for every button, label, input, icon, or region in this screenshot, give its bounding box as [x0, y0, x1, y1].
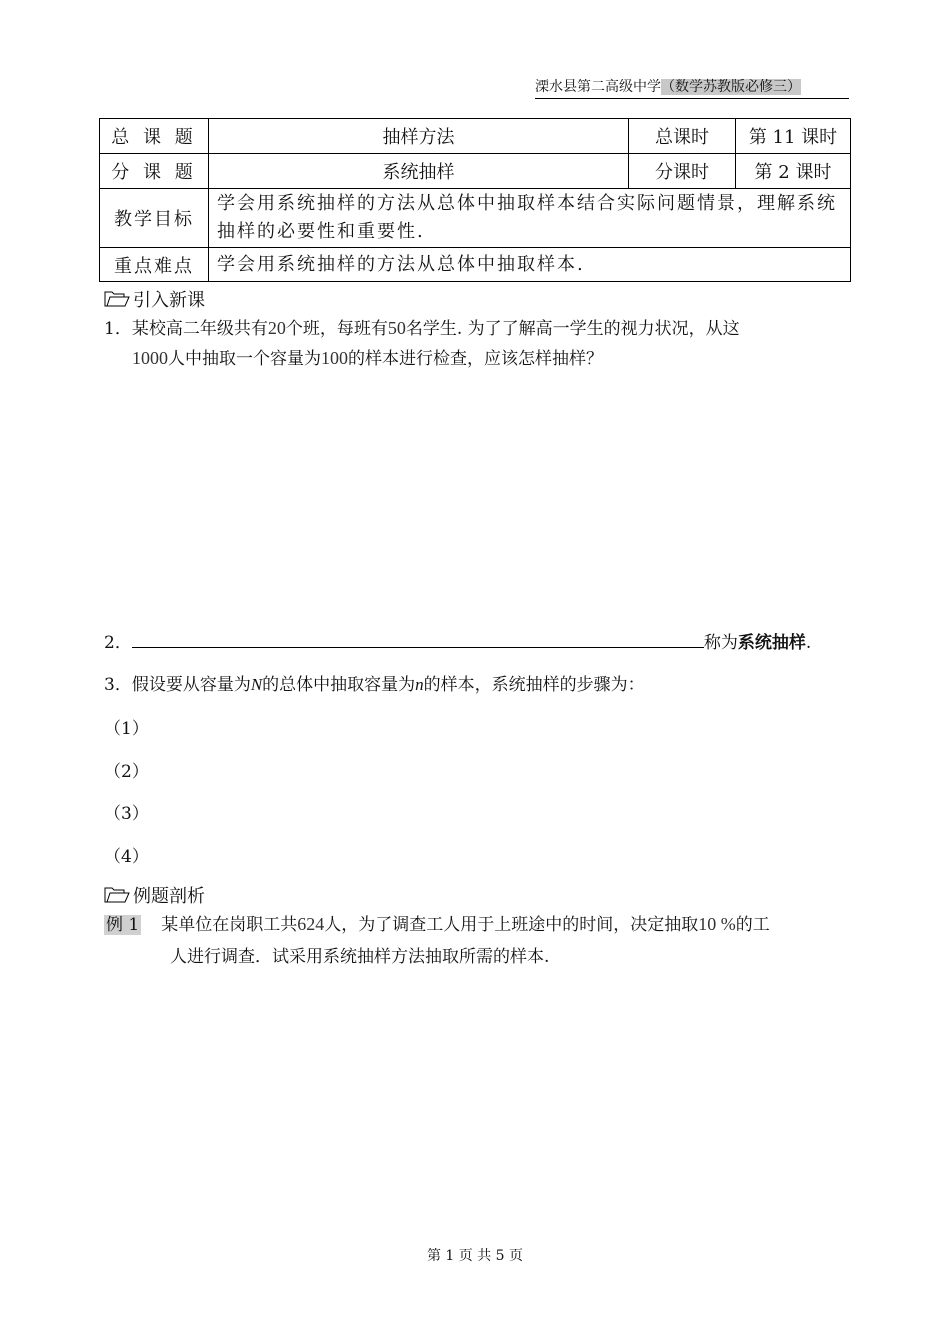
question-1-line2: 1000人中抽取一个容量为100的样本进行检查，应该怎样抽样？ — [132, 348, 603, 369]
sub-hours-label: 分课时 — [629, 154, 736, 189]
example-1-line2: 人进行调查．试采用系统抽样方法抽取所需的样本. — [170, 947, 550, 967]
objective-value: 学会用系统抽样的方法从总体中抽取样本结合实际问题情景，理解系统抽样的必要性和重要性. — [209, 189, 851, 248]
sub-topic-label: 分 课 题 — [100, 154, 209, 189]
section-examples-title: 例题剖析 — [133, 886, 205, 907]
step-2: （2） — [104, 762, 149, 782]
page-header — [535, 76, 849, 99]
fill-blank[interactable] — [132, 630, 704, 648]
step-4: （4） — [104, 847, 149, 867]
sub-hours-value: 第 2 课时 — [736, 154, 851, 189]
sub-topic-value: 系统抽样 — [209, 154, 629, 189]
question-3: 3．假设要从容量为N的总体中抽取容量为n的样本，系统抽样的步骤为： — [104, 675, 645, 695]
total-hours-label: 总课时 — [629, 119, 736, 154]
question-1-line1: 1．某校高二年级共有20个班，每班有50名学生. 为了了解高一学生的视力状况，从这 — [104, 318, 740, 339]
step-1: （1） — [104, 719, 149, 739]
section-examples — [104, 882, 205, 908]
folder-icon — [104, 291, 130, 307]
table-row — [100, 154, 851, 189]
key-points-value: 学会用系统抽样的方法从总体中抽取样本. — [209, 248, 851, 282]
key-points-label: 重点难点 — [100, 248, 209, 282]
table-row — [100, 248, 851, 282]
total-hours-value: 第 11 课时 — [736, 119, 851, 154]
total-topic-label: 总 课 题 — [100, 119, 209, 154]
question-2: 2． 称为系统抽样. — [104, 628, 811, 653]
section-intro — [104, 286, 205, 312]
folder-icon — [104, 887, 130, 903]
table-row — [100, 119, 851, 154]
total-topic-value: 抽样方法 — [209, 119, 629, 154]
page-footer: 第 1 页 共 5 页 — [426, 1248, 524, 1264]
school-name: 溧水县第二高级中学 — [535, 79, 661, 95]
example-label: 例 1 — [106, 915, 140, 935]
book-name: （数学苏教版必修三） — [661, 79, 801, 95]
objective-label: 教学目标 — [100, 189, 209, 248]
lesson-info-table — [99, 118, 851, 282]
table-row — [100, 189, 851, 248]
example-1-line1: 例 1 某单位在岗职工共624人，为了调查工人用于上班途中的时间，决定抽取10 %的工 — [106, 914, 770, 935]
section-intro-title: 引入新课 — [133, 290, 205, 311]
step-3: （3） — [104, 804, 149, 824]
